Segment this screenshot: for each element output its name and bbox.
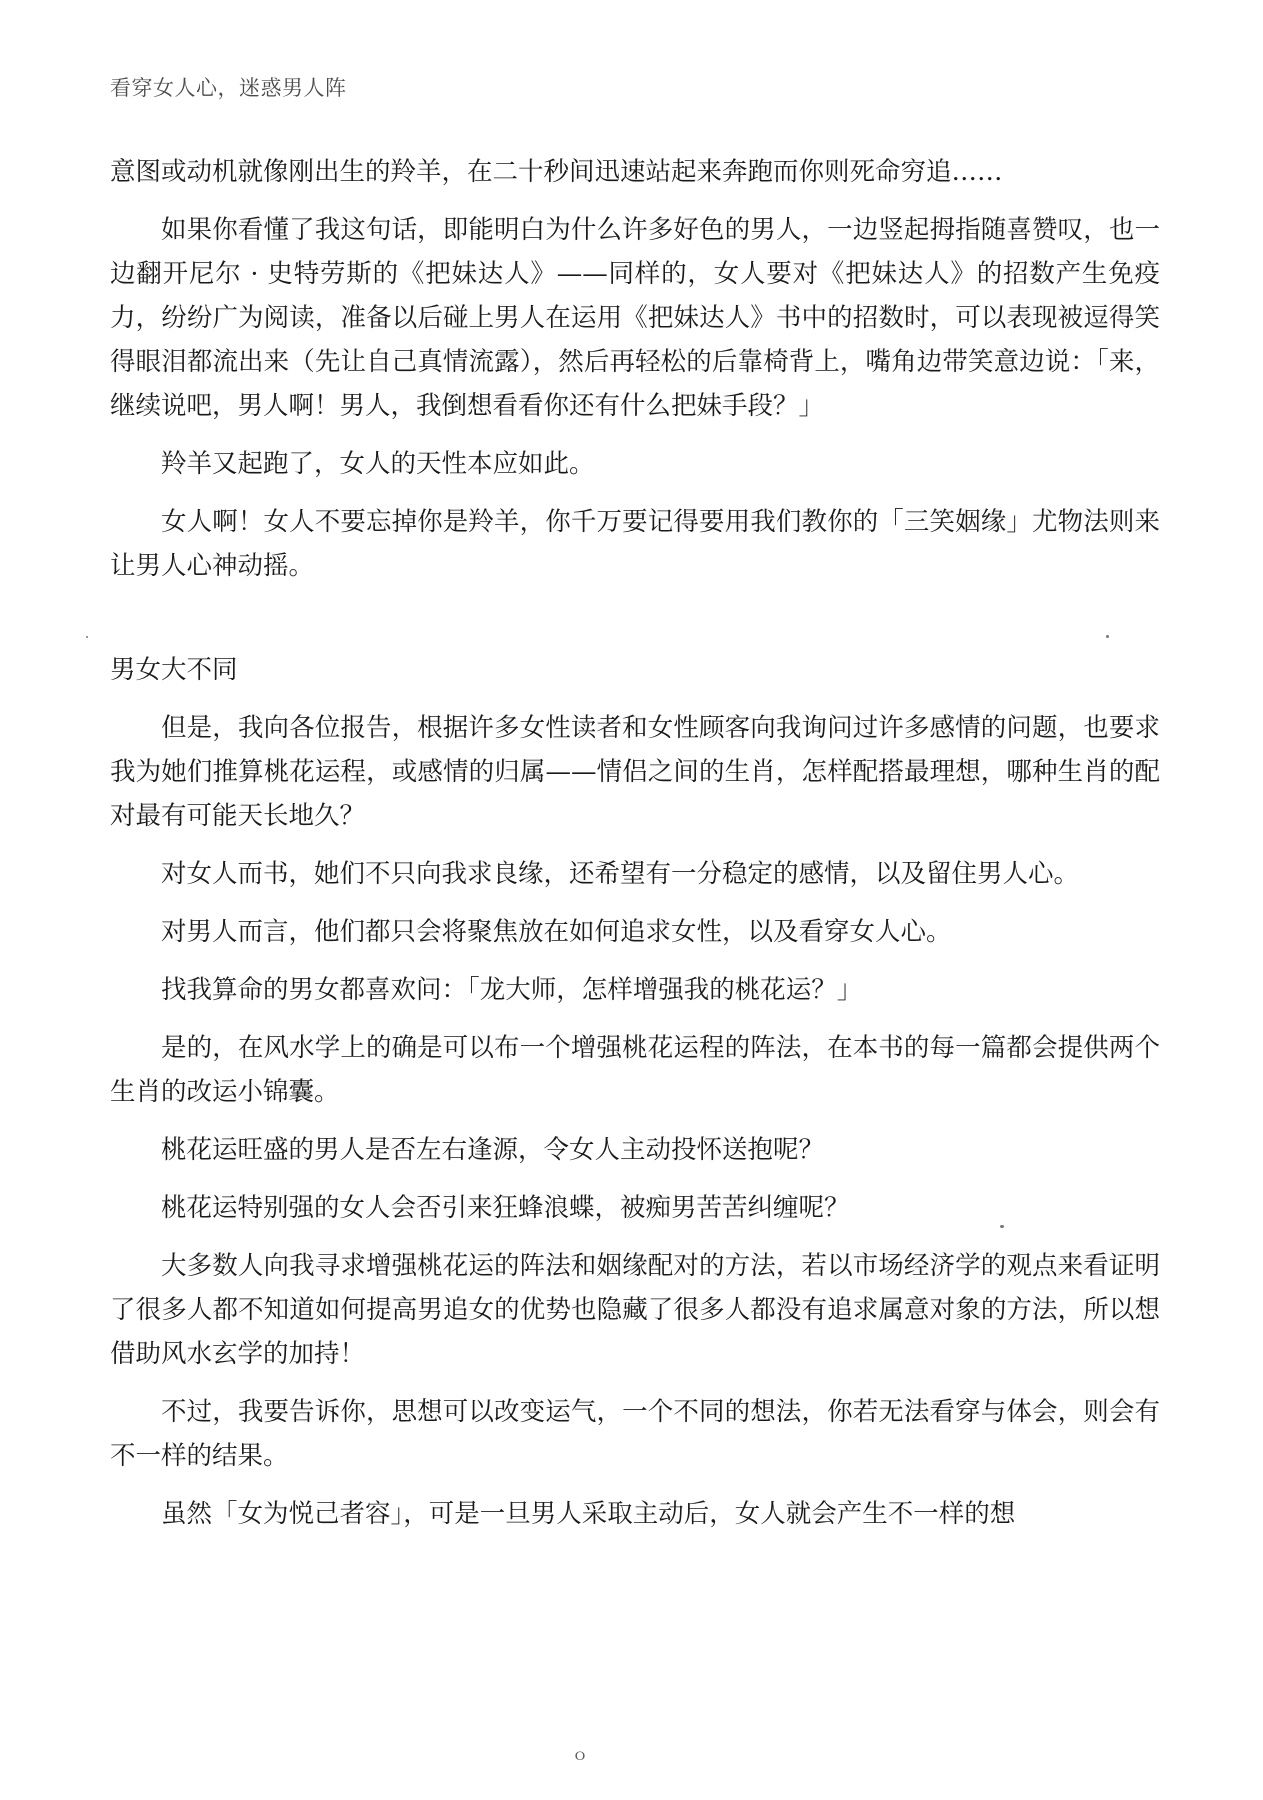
paragraph: 对男人而言，他们都只会将聚焦放在如何追求女性，以及看穿女人心。	[161, 917, 952, 947]
paragraph-continued: 意图或动机就像刚出生的羚羊，在二十秒间迅速站起来奔跑而你则死命穷追……	[110, 157, 1003, 187]
paragraph: 是的，在风水学上的确是可以布一个增强桃花运程的阵法，在本书的每一篇都会提供两个生肖的改运小锦囊。	[110, 1033, 1160, 1107]
paragraph: 对女人而书，她们不只向我求良缘，还希望有一分稳定的感情，以及留住男人心。	[161, 859, 1080, 889]
body-text	[110, 150, 1160, 1550]
scan-speck	[1000, 1225, 1004, 1228]
paragraph: 如果你看懂了我这句话，即能明白为什么许多好色的男人，一边竖起拇指随喜赞叹，也一边翻开尼尔 · 史特劳斯的《把妹达人》——同样的，女人要对《把妹达人》的招数产生免疫力，纷纷广为阅读，准备以后碰上男人在运用《把妹达人》书中的招数时，可以表现被逗得笑得眼泪都流出来（先让自己真情流露），然后再轻松的后靠椅背上，嘴角边带笑意边说：「来，继续说吧，男人啊！男人，我倒想看看你还有什么把妹手段？」	[110, 215, 1160, 421]
paragraph: 女人啊！女人不要忘掉你是羚羊，你千万要记得要用我们教你的「三笑姻缘」尤物法则来让男人心神动摇。	[110, 507, 1160, 581]
paragraph: 找我算命的男女都喜欢问：「龙大师，怎样增强我的桃花运？」	[161, 975, 863, 1005]
paragraph: 虽然「女为悦己者容」，可是一旦男人采取主动后，女人就会产生不一样的想	[161, 1499, 1016, 1529]
section-title: 男女大不同	[110, 655, 238, 685]
paragraph: 但是，我向各位报告，根据许多女性读者和女性顾客向我询问过许多感情的问题，也要求我为她们推算桃花运程，或感情的归属——情侣之间的生肖，怎样配搭最理想，哪种生肖的配对最有可能天长地久？	[110, 713, 1160, 831]
paragraph: 桃花运特别强的女人会否引来狂蜂浪蝶，被痴男苦苦纠缠呢？	[161, 1193, 850, 1223]
scan-speck	[1106, 635, 1109, 638]
paragraph: 羚羊又起跑了，女人的天性本应如此。	[161, 449, 595, 479]
paragraph: 大多数人向我寻求增强桃花运的阵法和姻缘配对的方法，若以市场经济学的观点来看证明了很多人都不知道如何提高男追女的优势也隐藏了很多人都没有追求属意对象的方法，所以想借助风水玄学的加持！	[110, 1251, 1160, 1369]
paragraph: 不过，我要告诉你，思想可以改变运气，一个不同的想法，你若无法看穿与体会，则会有不一样的结果。	[110, 1397, 1160, 1471]
page-mark: ｏ	[572, 1745, 589, 1764]
paragraph: 桃花运旺盛的男人是否左右逢源，令女人主动投怀送抱呢？	[161, 1135, 825, 1165]
running-header: 看穿女人心，迷惑男人阵	[110, 76, 347, 100]
scan-speck	[86, 636, 88, 638]
